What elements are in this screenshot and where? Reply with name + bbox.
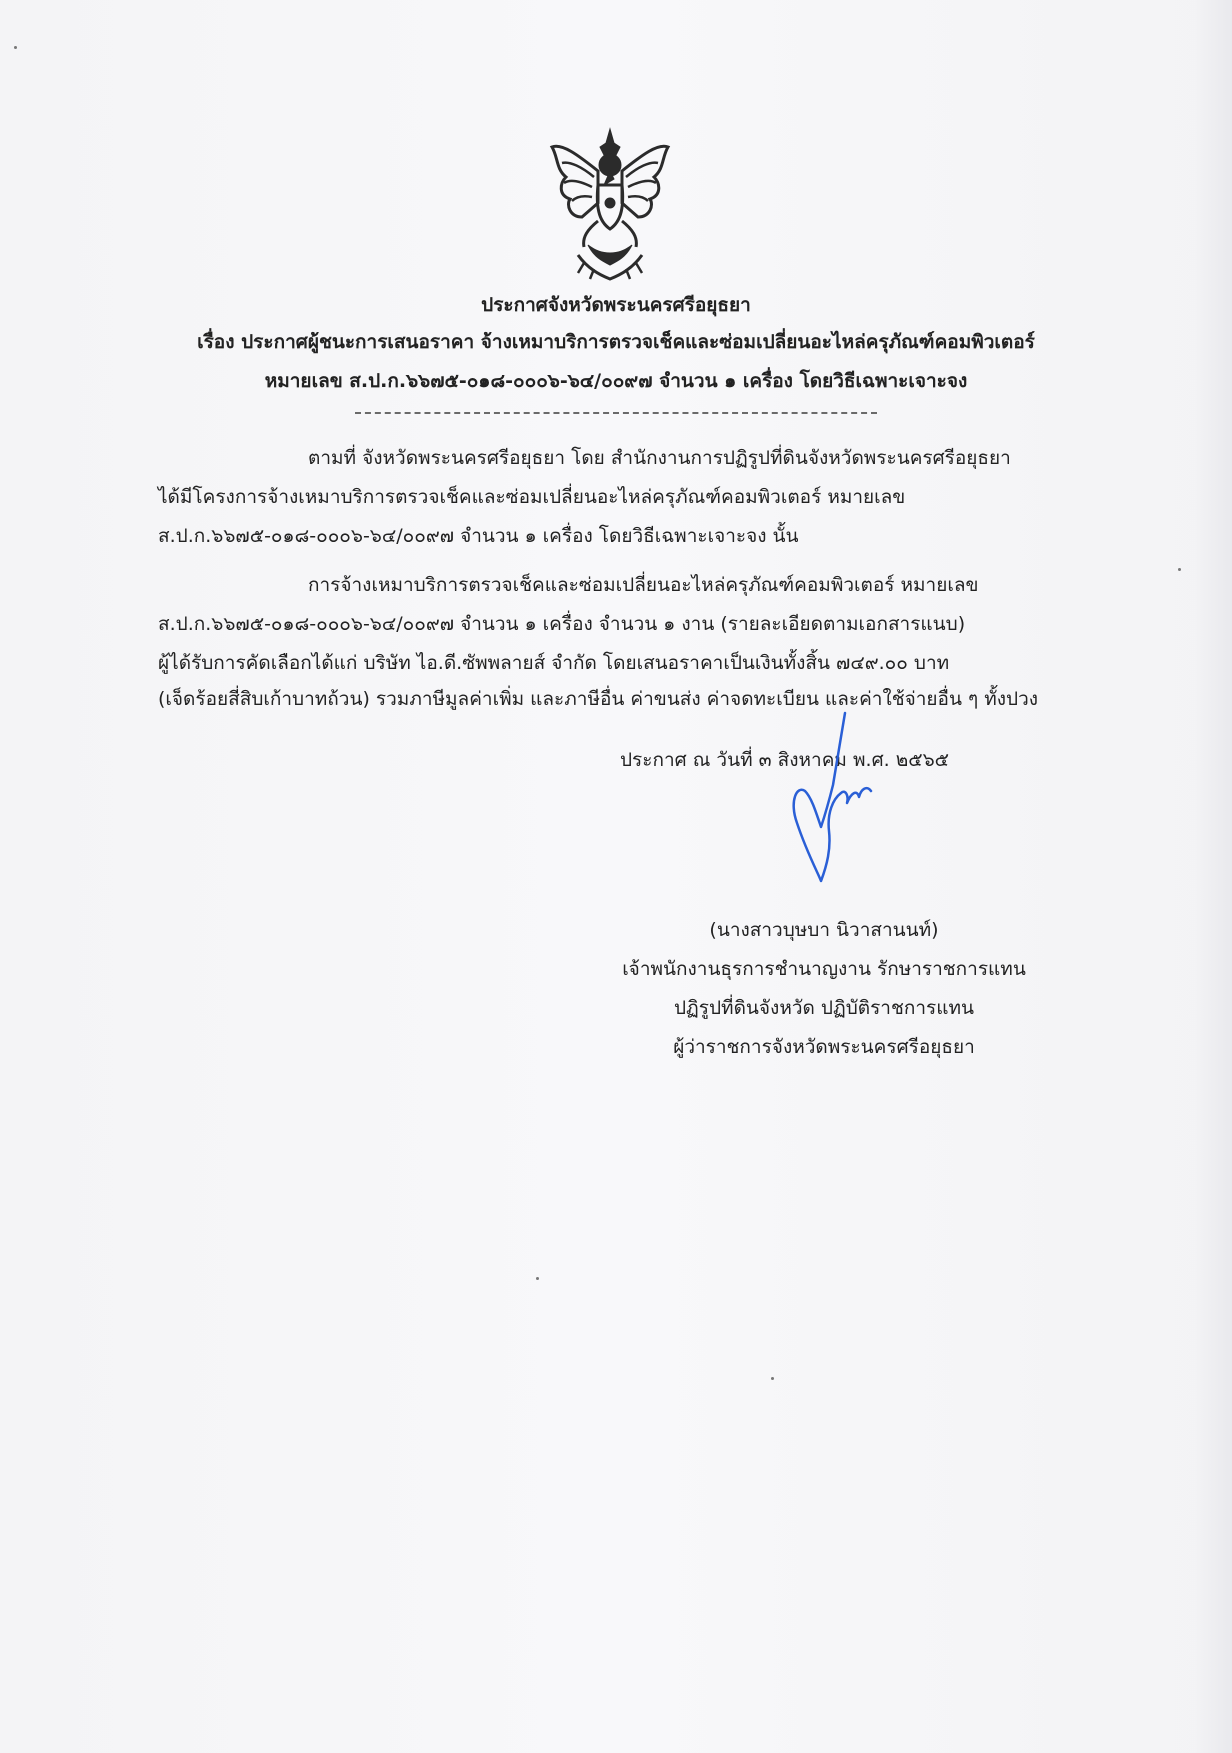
paragraph2-line3: ผู้ได้รับการคัดเลือกได้แก่ บริษัท ไอ.ดี.ซัพพลายส์ จำกัด โดยเสนอราคาเป็นเงินทั้งสิ้น ๗๔๙.๐๐ บาท — [158, 652, 950, 674]
signatory-name: (นางสาวบุษบา นิวาสานนท์) — [709, 919, 939, 941]
scan-speck — [14, 46, 17, 49]
signatory-position1: เจ้าพนักงานธุรการชำนาญงาน รักษาราชการแทน — [622, 958, 1026, 980]
announcement-subject-line2: หมายเลข ส.ป.ก.๖๖๗๕-๐๑๘-๐๐๐๖-๖๔/๐๐๙๗ จำนวน ๑ เครื่อง โดยวิธีเฉพาะเจาะจง — [264, 370, 968, 392]
paragraph1-line2: ได้มีโครงการจ้างเหมาบริการตรวจเช็คและซ่อมเปลี่ยนอะไหล่ครุภัณฑ์คอมพิวเตอร์ หมายเลข — [158, 486, 906, 508]
handwritten-signature — [775, 705, 885, 905]
signatory-position2: ปฏิรูปที่ดินจังหวัด ปฏิบัติราชการแทน — [673, 997, 975, 1019]
scan-speck — [536, 1277, 539, 1280]
page-edge-shadow — [1194, 0, 1232, 1753]
header-divider — [355, 412, 877, 414]
paragraph2-line1: การจ้างเหมาบริการตรวจเช็คและซ่อมเปลี่ยนอะไหล่ครุภัณฑ์คอมพิวเตอร์ หมายเลข — [308, 574, 979, 596]
scan-speck — [1178, 568, 1181, 571]
announcement-subject: เรื่อง ประกาศผู้ชนะการเสนอราคา จ้างเหมาบริการตรวจเช็คและซ่อมเปลี่ยนอะไหล่ครุภัณฑ์คอมพิวเตอร์ — [197, 331, 1035, 353]
paragraph1-line1: ตามที่ จังหวัดพระนครศรีอยุธยา โดย สำนักงานการปฏิรูปที่ดินจังหวัดพระนครศรีอยุธยา — [308, 447, 1011, 469]
paragraph2-line4: (เจ็ดร้อยสี่สิบเก้าบาทถ้วน) รวมภาษีมูลค่าเพิ่ม และภาษีอื่น ค่าขนส่ง ค่าจดทะเบียน และค่าใช้จ่ายอื่น ๆ ทั้งปวง — [158, 688, 1039, 710]
paragraph1-line3: ส.ป.ก.๖๖๗๕-๐๑๘-๐๐๐๖-๖๔/๐๐๙๗ จำนวน ๑ เครื่อง โดยวิธีเฉพาะเจาะจง นั้น — [158, 525, 799, 547]
garuda-emblem-icon — [548, 125, 672, 283]
announcement-date: ประกาศ ณ วันที่ ๓ สิงหาคม พ.ศ. ๒๕๖๕ — [620, 749, 950, 771]
announcement-title: ประกาศจังหวัดพระนครศรีอยุธยา — [481, 294, 751, 316]
scan-speck — [771, 1377, 774, 1380]
signatory-position3: ผู้ว่าราชการจังหวัดพระนครศรีอยุธยา — [673, 1036, 975, 1058]
paragraph2-line2: ส.ป.ก.๖๖๗๕-๐๑๘-๐๐๐๖-๖๔/๐๐๙๗ จำนวน ๑ เครื่อง จำนวน ๑ งาน (รายละเอียดตามเอกสารแนบ) — [158, 613, 966, 635]
